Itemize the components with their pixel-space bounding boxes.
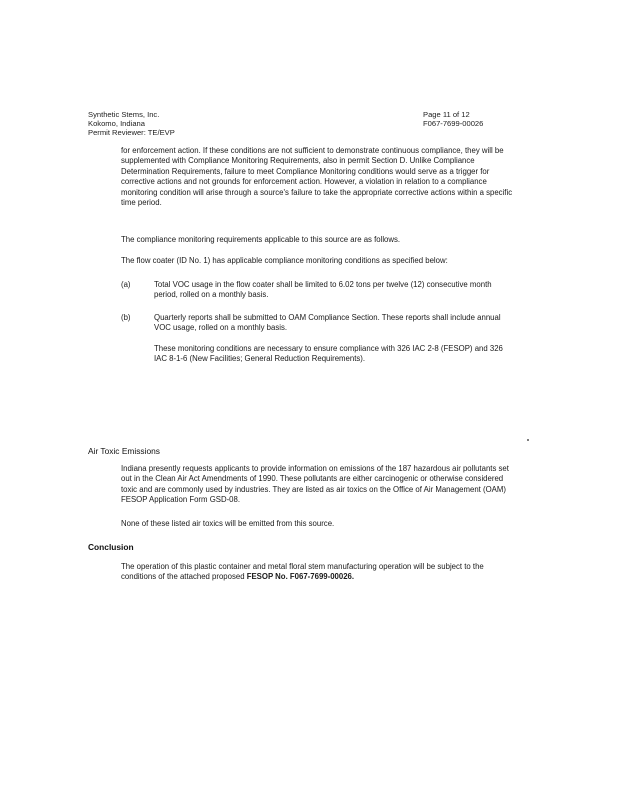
conclusion-permit-ref: FESOP No. F067-7699-00026. (246, 572, 355, 582)
compliance-paragraph-2: The compliance monitoring requirements applicable to this source are as follows. (121, 235, 401, 244)
header-reviewer: Permit Reviewer: TE/EVP (88, 128, 175, 137)
list-item-label: (b) (121, 313, 131, 322)
monitoring-note: These monitoring conditions are necessary to ensure compliance with 326 IAC 2-8 (FESOP) and 326 IAC 8-1-6 (New Facilities; General Reduction Requirements). (154, 344, 503, 364)
header-company: Synthetic Stems, Inc. (88, 110, 160, 119)
header-location: Kokomo, Indiana (88, 119, 145, 128)
compliance-paragraph-3: The flow coater (ID No. 1) has applicable compliance monitoring conditions as specified below: (121, 256, 448, 265)
air-toxic-heading: Air Toxic Emissions (88, 446, 160, 456)
header-right (423, 110, 483, 128)
header-permit-id: F067-7699-00026 (423, 119, 484, 128)
list-item-text: Total VOC usage in the flow coater shall be limited to 6.02 tons per twelve (12) consecutive month period, rolled on a monthly basis. (154, 280, 492, 300)
conclusion-paragraph (121, 562, 516, 583)
conclusion-heading: Conclusion (88, 542, 134, 552)
air-toxic-paragraph-2: None of these listed air toxics will be emitted from this source. (121, 519, 335, 528)
list-item-text: Quarterly reports shall be submitted to OAM Compliance Section. These reports shall include annual VOC usage, rolled on a monthly basis. (154, 313, 501, 333)
compliance-paragraph-1: for enforcement action. If these conditions are not sufficient to demonstrate continuous compliance, they will be supplemented with Compliance Monitoring Requirements, also in permit Section D. Unlike Compliance Determination Requirements, failure to meet Compliance Monitoring conditions would serve as a trigger for corrective actions and not grounds for enforcement action. However, a violation in relation to a compliance monitoring condition will arise through a source's failure to take the appropriate corrective actions within a specific time period. (121, 146, 513, 208)
header-page-number: Page 11 of 12 (423, 110, 470, 119)
header-left (88, 110, 175, 137)
conclusion-text: The operation of this plastic container and metal floral stem manufacturing operation will be subject to the conditions of the attached proposed (121, 562, 484, 582)
list-item-label: (a) (121, 280, 131, 289)
scan-speck (527, 439, 529, 441)
air-toxic-paragraph-1: Indiana presently requests applicants to provide information on emissions of the 187 hazardous air pollutants set out in the Clean Air Act Amendments of 1990. These pollutants are either carcinogenic or otherwise considered toxic and are commonly used by industries. They are listed as air toxics on the Office of Air Management (OAM) FESOP Application Form GSD-08. (121, 464, 509, 505)
